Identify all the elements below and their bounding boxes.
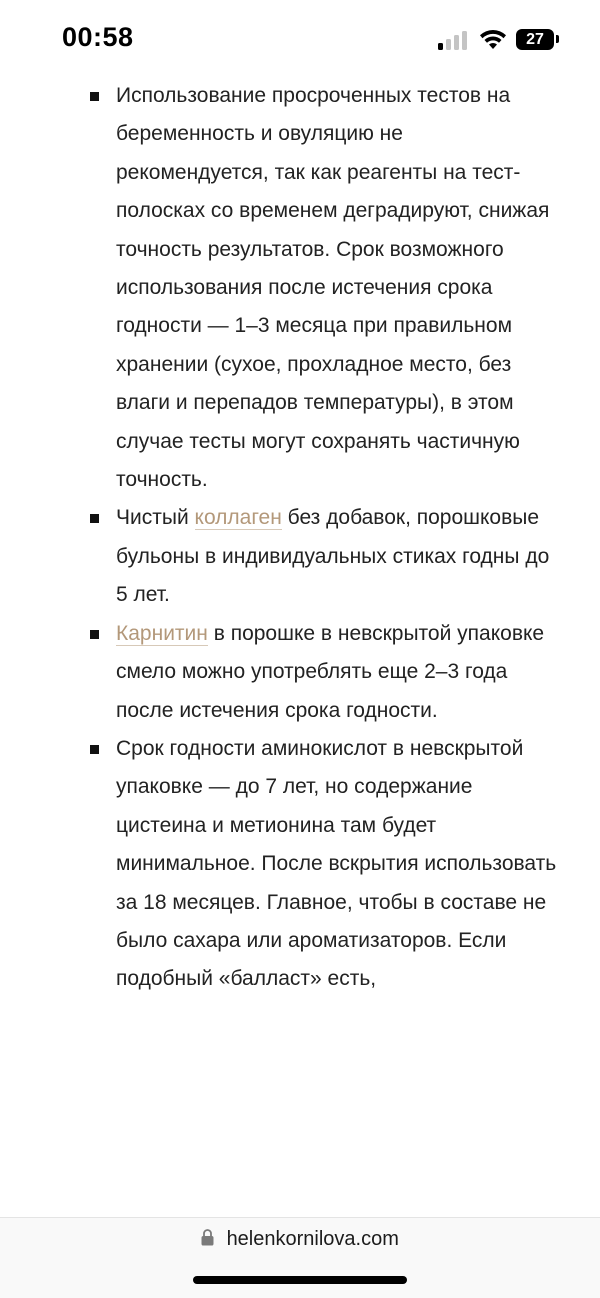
battery-icon: 27 bbox=[516, 29, 554, 50]
list-item-text: Чистый bbox=[116, 506, 195, 530]
bullet-marker bbox=[90, 92, 99, 101]
bullet-marker bbox=[90, 745, 99, 754]
bullet-marker bbox=[90, 514, 99, 523]
status-bar bbox=[0, 0, 600, 80]
bullet-marker bbox=[90, 630, 99, 639]
battery-cap bbox=[556, 35, 559, 43]
list-item-text: без добавок, порошковые бульоны в индивидуальных стиках годны до 5 лет. bbox=[116, 506, 550, 607]
status-time: 00:58 bbox=[62, 22, 134, 52]
list-item bbox=[0, 730, 600, 999]
list-item bbox=[0, 77, 600, 499]
list-item bbox=[0, 499, 600, 614]
wifi-icon bbox=[478, 27, 508, 51]
home-indicator[interactable] bbox=[193, 1276, 407, 1284]
list-item-text: Использование просроченных тестов на беременность и овуляцию не рекомендуется, так как реагенты на тест-полосках со временем деградируют, снижая точность результатов. Срок возможного использования после истечения срока годности — 1–3 месяца при правильном хранении (сухое, прохладное место, без влаги и перепадов температуры), в этом случае тесты могут сохранять частичную точность. bbox=[116, 84, 550, 492]
inline-link[interactable]: Карнитин bbox=[116, 621, 208, 645]
list-item bbox=[0, 615, 600, 730]
address-bar[interactable] bbox=[0, 1228, 600, 1251]
cellular-signal-icon bbox=[438, 30, 468, 50]
browser-bottom-bar bbox=[0, 1217, 600, 1298]
bullet-list bbox=[0, 77, 600, 999]
url-text: helenkornilova.com bbox=[226, 1228, 399, 1250]
lock-icon bbox=[201, 1229, 214, 1246]
article-content bbox=[0, 77, 600, 1217]
list-item-text: Срок годности аминокислот в невскрытой упаковке — до 7 лет, но содержание цистеина и метионина там будет минимальное. После вскрытия использовать за 18 месяцев. Главное, чтобы в составе не было сахара или ароматизаторов. Если подобный «балласт» есть, bbox=[116, 736, 557, 991]
inline-link[interactable]: коллаген bbox=[194, 506, 282, 530]
list-item-text: в порошке в невскрытой упаковке смело можно употреблять еще 2–3 года после истечения срока годности. bbox=[116, 621, 545, 722]
